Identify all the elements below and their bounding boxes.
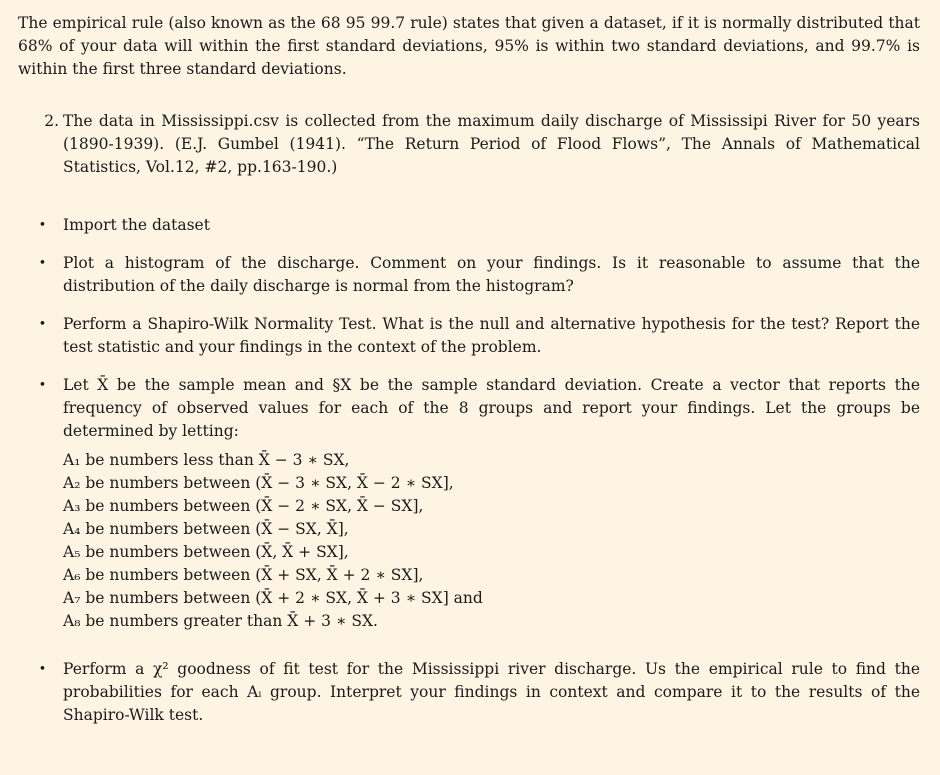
bullet-icon: • xyxy=(38,256,47,271)
group-definition: A₇ be numbers between (X̄ + 2 ∗ SX, X̄ + 3 ∗ SX] and xyxy=(63,589,483,607)
bullet-icon: • xyxy=(38,317,47,332)
task-shapiro-text: Perform a Shapiro-Wilk Normality Test. What is the null and alternative hypothesis for the test? Report the test statistic and your findings in the context of the problem. xyxy=(63,315,920,356)
task-chisq-text: Perform a χ² goodness of fit test for the Mississippi river discharge. Us the empirical rule to find the probabilities for each Aᵢ group. Interpret your findings in context and compare it to the results of the Shapiro-Wilk test. xyxy=(63,660,920,724)
task-frequency-text: Let X̄ be the sample mean and §X be the sample standard deviation. Create a vector that reports the frequency of observed values for each of the 8 groups and report your findings. Let the groups be determined by letting: xyxy=(63,376,920,440)
task-histogram xyxy=(18,252,920,298)
group-definition: A₁ be numbers less than X̄ − 3 ∗ SX, xyxy=(63,451,350,469)
task-import-text: Import the dataset xyxy=(63,216,210,234)
group-definition: A₆ be numbers between (X̄ + SX, X̄ + 2 ∗ SX], xyxy=(63,566,424,584)
question-2 xyxy=(18,110,920,179)
task-chisq xyxy=(18,658,920,727)
group-definition: A₃ be numbers between (X̄ − 2 ∗ SX, X̄ − SX], xyxy=(63,497,424,515)
task-list xyxy=(18,214,920,727)
question-text: The data in Mississippi.csv is collected from the maximum daily discharge of Mississipi River for 50 years (1890-1939). (E.J. Gumbel (1941). “The Return Period of Flood Flows”, The Annals of Mathematical Statistics, Vol.12, #2, pp.163-190.) xyxy=(63,112,920,176)
intro-paragraph: The empirical rule (also known as the 68 95 99.7 rule) states that given a dataset, if it is normally distributed that 68% of your data will within the first standard deviations, 95% is within two standard deviations, and 99.7% is within the first three standard deviations. xyxy=(18,14,920,78)
task-frequency xyxy=(18,374,920,633)
group-definition: A₂ be numbers between (X̄ − 3 ∗ SX, X̄ − 2 ∗ SX], xyxy=(63,474,454,492)
task-shapiro xyxy=(18,313,920,359)
task-frequency-body xyxy=(63,374,920,633)
bullet-icon: • xyxy=(38,378,47,393)
bullet-icon: • xyxy=(38,218,47,233)
task-histogram-text: Plot a histogram of the discharge. Comment on your findings. Is it reasonable to assume that the distribution of the daily discharge is normal from the histogram? xyxy=(63,254,920,295)
group-definitions xyxy=(63,449,920,633)
bullet-icon: • xyxy=(38,662,47,677)
question-number: 2. xyxy=(44,112,59,130)
group-definition: A₈ be numbers greater than X̄ + 3 ∗ SX. xyxy=(63,612,378,630)
group-definition: A₅ be numbers between (X̄, X̄ + SX], xyxy=(63,543,349,561)
task-import xyxy=(18,214,920,237)
group-definition: A₄ be numbers between (X̄ − SX, X̄], xyxy=(63,520,349,538)
